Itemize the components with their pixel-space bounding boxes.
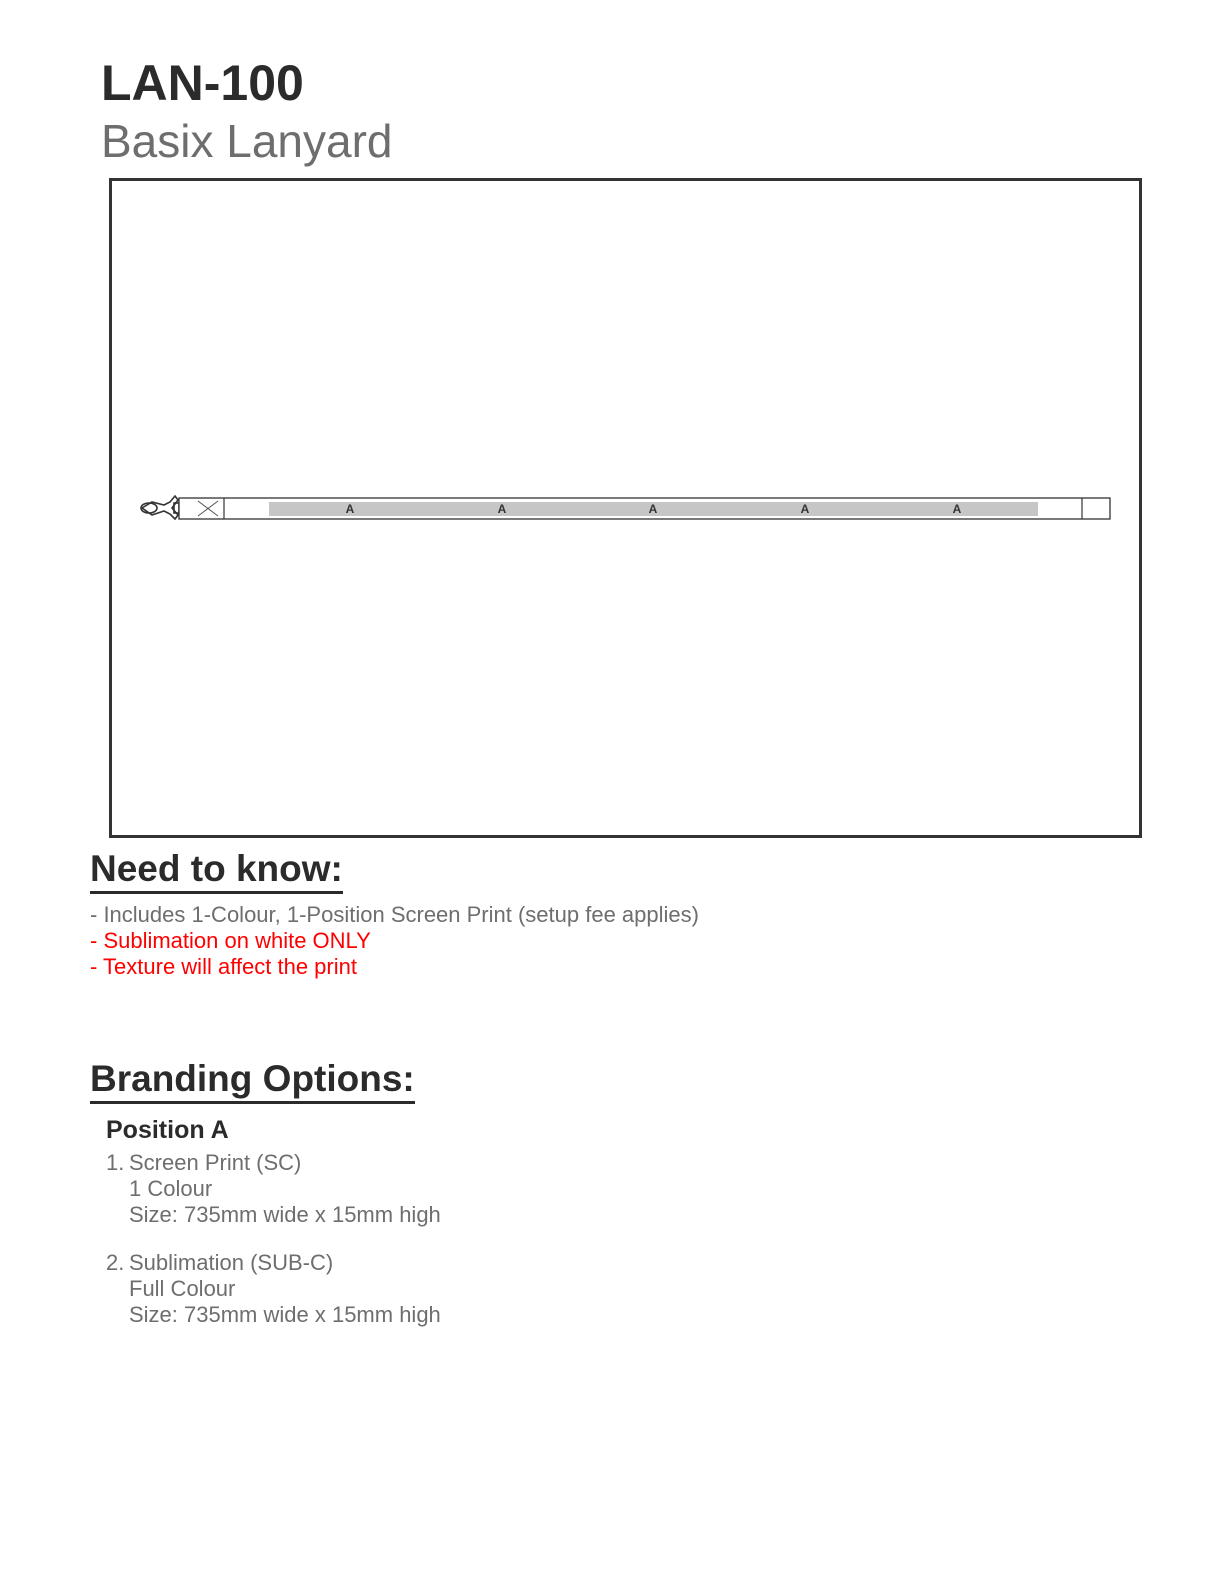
position-marker-4: A — [800, 502, 810, 516]
option-number: 1. — [106, 1150, 125, 1175]
need-to-know-list — [90, 902, 699, 980]
option-colour: 1 Colour — [129, 1176, 213, 1201]
need-to-know-heading: Need to know: — [90, 850, 343, 894]
option-method: Sublimation (SUB-C) — [129, 1250, 334, 1275]
product-code: LAN-100 — [101, 55, 304, 111]
position-marker-3: A — [648, 502, 658, 516]
option-size: Size: 735mm wide x 15mm high — [129, 1302, 441, 1327]
info-item-warning: - Texture will affect the print — [90, 954, 357, 979]
branding-option-2 — [106, 1250, 441, 1328]
product-diagram-frame — [109, 178, 1142, 838]
option-method: Screen Print (SC) — [129, 1150, 302, 1175]
option-colour: Full Colour — [129, 1276, 236, 1301]
branding-option-1 — [106, 1150, 441, 1228]
option-number: 2. — [106, 1250, 125, 1275]
position-marker-1: A — [345, 502, 355, 516]
option-size: Size: 735mm wide x 15mm high — [129, 1202, 441, 1227]
lanyard-diagram — [112, 181, 1139, 835]
lanyard-clip-icon — [141, 496, 179, 519]
position-marker-2: A — [497, 502, 507, 516]
position-a-title: Position A — [106, 1116, 229, 1144]
info-item-warning: - Sublimation on white ONLY — [90, 928, 371, 953]
info-item: - Includes 1-Colour, 1-Position Screen Print (setup fee applies) — [90, 902, 699, 927]
position-marker-5: A — [952, 502, 962, 516]
product-name: Basix Lanyard — [101, 115, 393, 167]
branding-options-heading: Branding Options: — [90, 1060, 415, 1104]
